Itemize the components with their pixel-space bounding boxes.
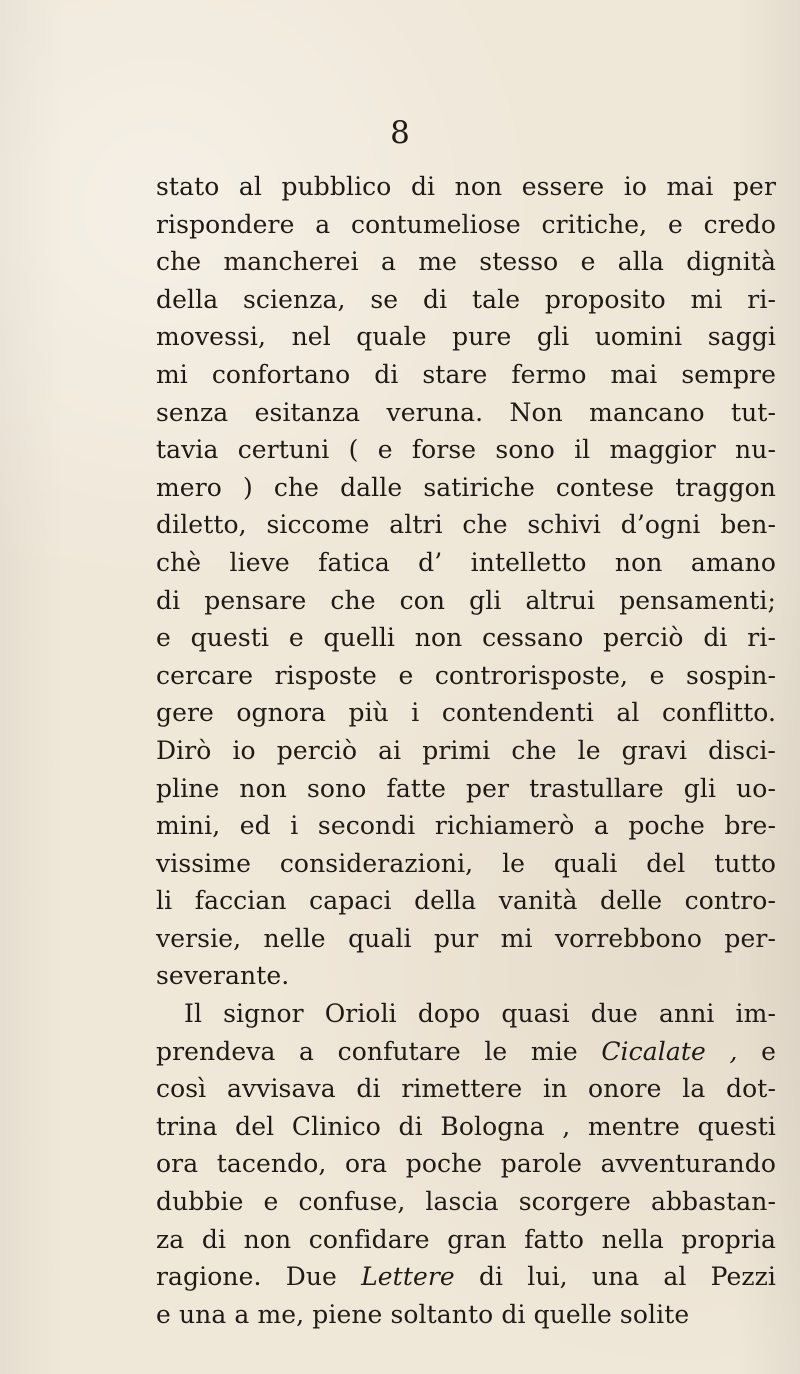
text-fragment: di lui, una al Pezzi (478, 1262, 776, 1292)
text-line: Dirò io perciò ai primi che le gravi disci- (156, 735, 776, 765)
text-line: cercare risposte e controrisposte, e sospin- (156, 660, 776, 690)
text-line: chè lieve fatica d’ intelletto non amano (156, 547, 776, 577)
text-line: trina del Clinico di Bologna , mentre questi (156, 1111, 776, 1141)
italic-title: Cicalate , (601, 1036, 738, 1066)
text-line: li faccian capaci della vanità delle contro- (156, 886, 776, 916)
text-line: severante. (156, 961, 290, 991)
text-line: diletto, siccome altri che schivi d’ogni ben- (156, 510, 776, 540)
text-block (156, 168, 776, 1333)
text-line: mero ) che dalle satiriche contese traggon (156, 472, 776, 502)
text-line: mi confortano di stare fermo mai sempre (156, 359, 776, 389)
text-line: vissime considerazioni, le quali del tutto (156, 848, 776, 878)
text-fragment: e (761, 1036, 777, 1066)
text-line: stato al pubblico di non essere io mai per (156, 172, 776, 201)
text-line: movessi, nel quale pure gli uomini saggi (156, 322, 776, 352)
text-line: che mancherei a me stesso e alla dignità (156, 247, 776, 277)
text-fragment: ragione. Due (156, 1262, 337, 1292)
text-line: versie, nelle quali pur mi vorrebbono per- (156, 923, 776, 953)
text-line: ora tacendo, ora poche parole avventurando (156, 1149, 776, 1179)
text-line: rispondere a contumeliose critiche, e credo (156, 209, 776, 239)
text-line: za di non confidare gran fatto nella propria (156, 1224, 776, 1254)
text-line: mini, ed i secondi richiamerò a poche bre- (156, 811, 776, 841)
text-fragment: prendeva a confutare le mie (156, 1036, 578, 1066)
text-line: senza esitanza veruna. Non mancano tut- (156, 397, 776, 427)
text-line (156, 1033, 776, 1071)
text-line: tavia certuni ( e forse sono il maggior nu- (156, 435, 776, 465)
text-line: gere ognora più i contendenti al conflitto. (156, 698, 776, 728)
text-line: e questi e quelli non cessano perciò di ri- (156, 623, 776, 653)
text-line: pline non sono fatte per trastullare gli uo- (156, 773, 776, 803)
text-line: Il signor Orioli dopo quasi due anni im- (184, 999, 776, 1029)
text-line: così avvisava di rimettere in onore la dot- (156, 1074, 776, 1104)
italic-title: Lettere (361, 1262, 455, 1292)
text-line: della scienza, se di tale proposito mi ri- (156, 284, 776, 314)
text-line (156, 1258, 776, 1296)
text-line: di pensare che con gli altrui pensamenti; (156, 585, 776, 615)
text-line: e una a me, piene soltanto di quelle solite (156, 1299, 690, 1329)
text-line: dubbie e confuse, lascia scorgere abbastan- (156, 1187, 776, 1217)
page-number: 8 (390, 115, 410, 151)
